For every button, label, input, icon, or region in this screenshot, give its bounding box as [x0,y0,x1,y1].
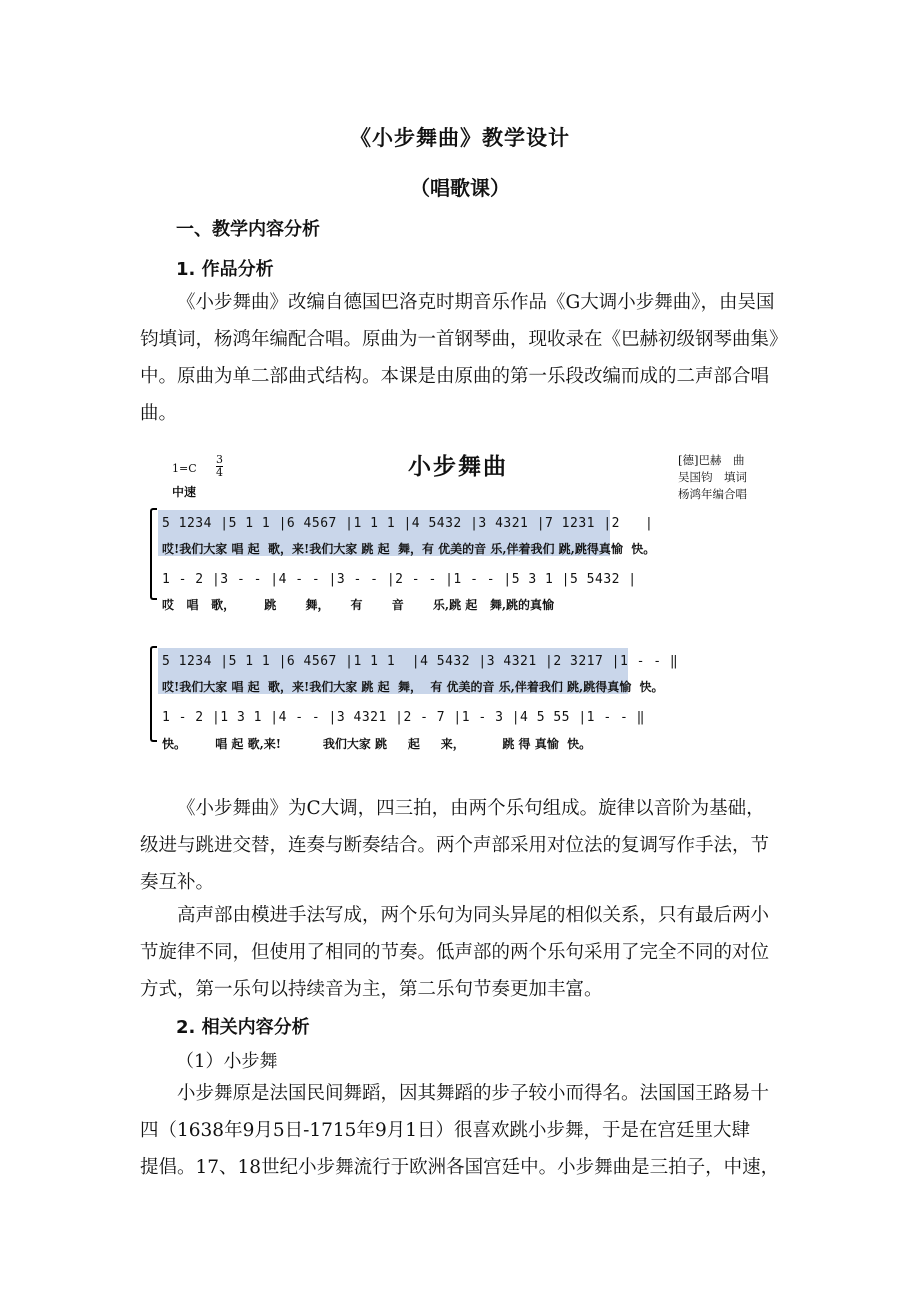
paragraph-line: 方式，第一乐句以持续音为主，第二乐句节奏更加丰富。 [140,979,603,1000]
score-tempo: 中速 [172,485,197,499]
paragraph-line: 提倡。17、18世纪小步舞流行于欧洲各国宫廷中。小步舞曲是三拍子，中速， [140,1157,780,1178]
lower-voice-notes: 1 - 2 |3 - - |4 - - |3 - - |2 - - |1 - - |5 3 1 |5 5432 | [162,572,637,587]
system-brace [150,646,157,742]
paragraph-line: 《小步舞曲》改编自德国巴洛克时期音乐作品《G大调小步舞曲》，由吴国 [177,292,775,313]
score-credit-composer: [德]巴赫 曲 [678,453,745,467]
document-title: 《小步舞曲》教学设计 [350,126,570,150]
subsection-heading-2: 2. 相关内容分析 [176,1017,310,1038]
paragraph-line: 曲。 [140,403,178,424]
lower-voice-notes: 1 - 2 |1 3 1 |4 - - |3 4321 |2 - 7 |1 - 3 |4 5 55 |1 - - ‖ [162,710,645,725]
score-credit-arranger: 杨鸿年编合唱 [678,487,747,501]
paragraph-line: 四（1638年9月5日-1715年9月1日）很喜欢跳小步舞，于是在宫廷里大肆 [140,1120,750,1141]
upper-voice-lyrics: 哎!我们大家 唱 起 歌，来!我们大家 跳 起 舞，有 优美的音 乐,伴着我们 跳,跳得真愉 快。 [162,542,656,556]
subsubsection-heading: （1）小步舞 [176,1051,278,1072]
score-time-signature [216,454,223,479]
lower-voice-lyrics: 哎 唱 歌， 跳 舞， 有 音 乐,跳 起 舞,跳的真愉 [162,598,554,612]
paragraph-line: 《小步舞曲》为C大调，四三拍，由两个乐句组成。旋律以音阶为基础， [177,798,765,819]
score-key: 1=C [172,462,197,475]
system-brace [150,508,157,600]
section-heading: 一、教学内容分析 [176,219,320,240]
paragraph-line: 钧填词，杨鸿年编配合唱。原曲为一首钢琴曲，现收录在《巴赫初级钢琴曲集》 [140,329,788,350]
music-score [140,440,790,770]
document-subtitle: （唱歌课） [410,176,510,200]
time-denominator: 4 [216,466,223,479]
paragraph-line: 级进与跳进交替，连奏与断奏结合。两个声部采用对位法的复调写作手法，节 [140,835,770,856]
score-title: 小步舞曲 [408,454,508,480]
paragraph-minuet [140,1075,790,1186]
upper-voice-notes: 5 1234 |5 1 1 |6 4567 |1 1 1 |4 5432 |3 4321 |2 3217 |1 - - ‖ [162,654,679,669]
paragraph-line: 高声部由模进手法写成，两个乐句为同头异尾的相似关系，只有最后两小 [177,905,770,926]
paragraph-work-analysis [140,284,790,432]
paragraph-line: 小步舞原是法国民间舞蹈，因其舞蹈的步子较小而得名。法国国王路易十 [177,1083,770,1104]
paragraph-voice-analysis [140,897,790,1008]
paragraph-line: 中。原曲为单二部曲式结构。本课是由原曲的第一乐段改编而成的二声部合唱 [140,366,770,387]
time-numerator: 3 [216,453,223,466]
paragraph-line: 节旋律不同，但使用了相同的节奏。低声部的两个乐句采用了完全不同的对位 [140,942,770,963]
upper-voice-notes: 5 1234 |5 1 1 |6 4567 |1 1 1 |4 5432 |3 4321 |7 1231 |2 | [162,516,654,531]
paragraph-line: 奏互补。 [140,872,215,893]
upper-voice-lyrics: 哎!我们大家 唱 起 歌，来!我们大家 跳 起 舞， 有 优美的音 乐,伴着我们 跳,跳得真愉 快。 [162,680,664,694]
lower-voice-lyrics: 快。 唱 起 歌,来! 我们大家 跳 起 来， 跳 得 真愉 快。 [162,737,592,751]
paragraph-score-overview [140,790,790,901]
subsection-heading-1: 1. 作品分析 [176,259,274,280]
score-credit-lyricist: 吴国钧 填词 [678,470,747,484]
